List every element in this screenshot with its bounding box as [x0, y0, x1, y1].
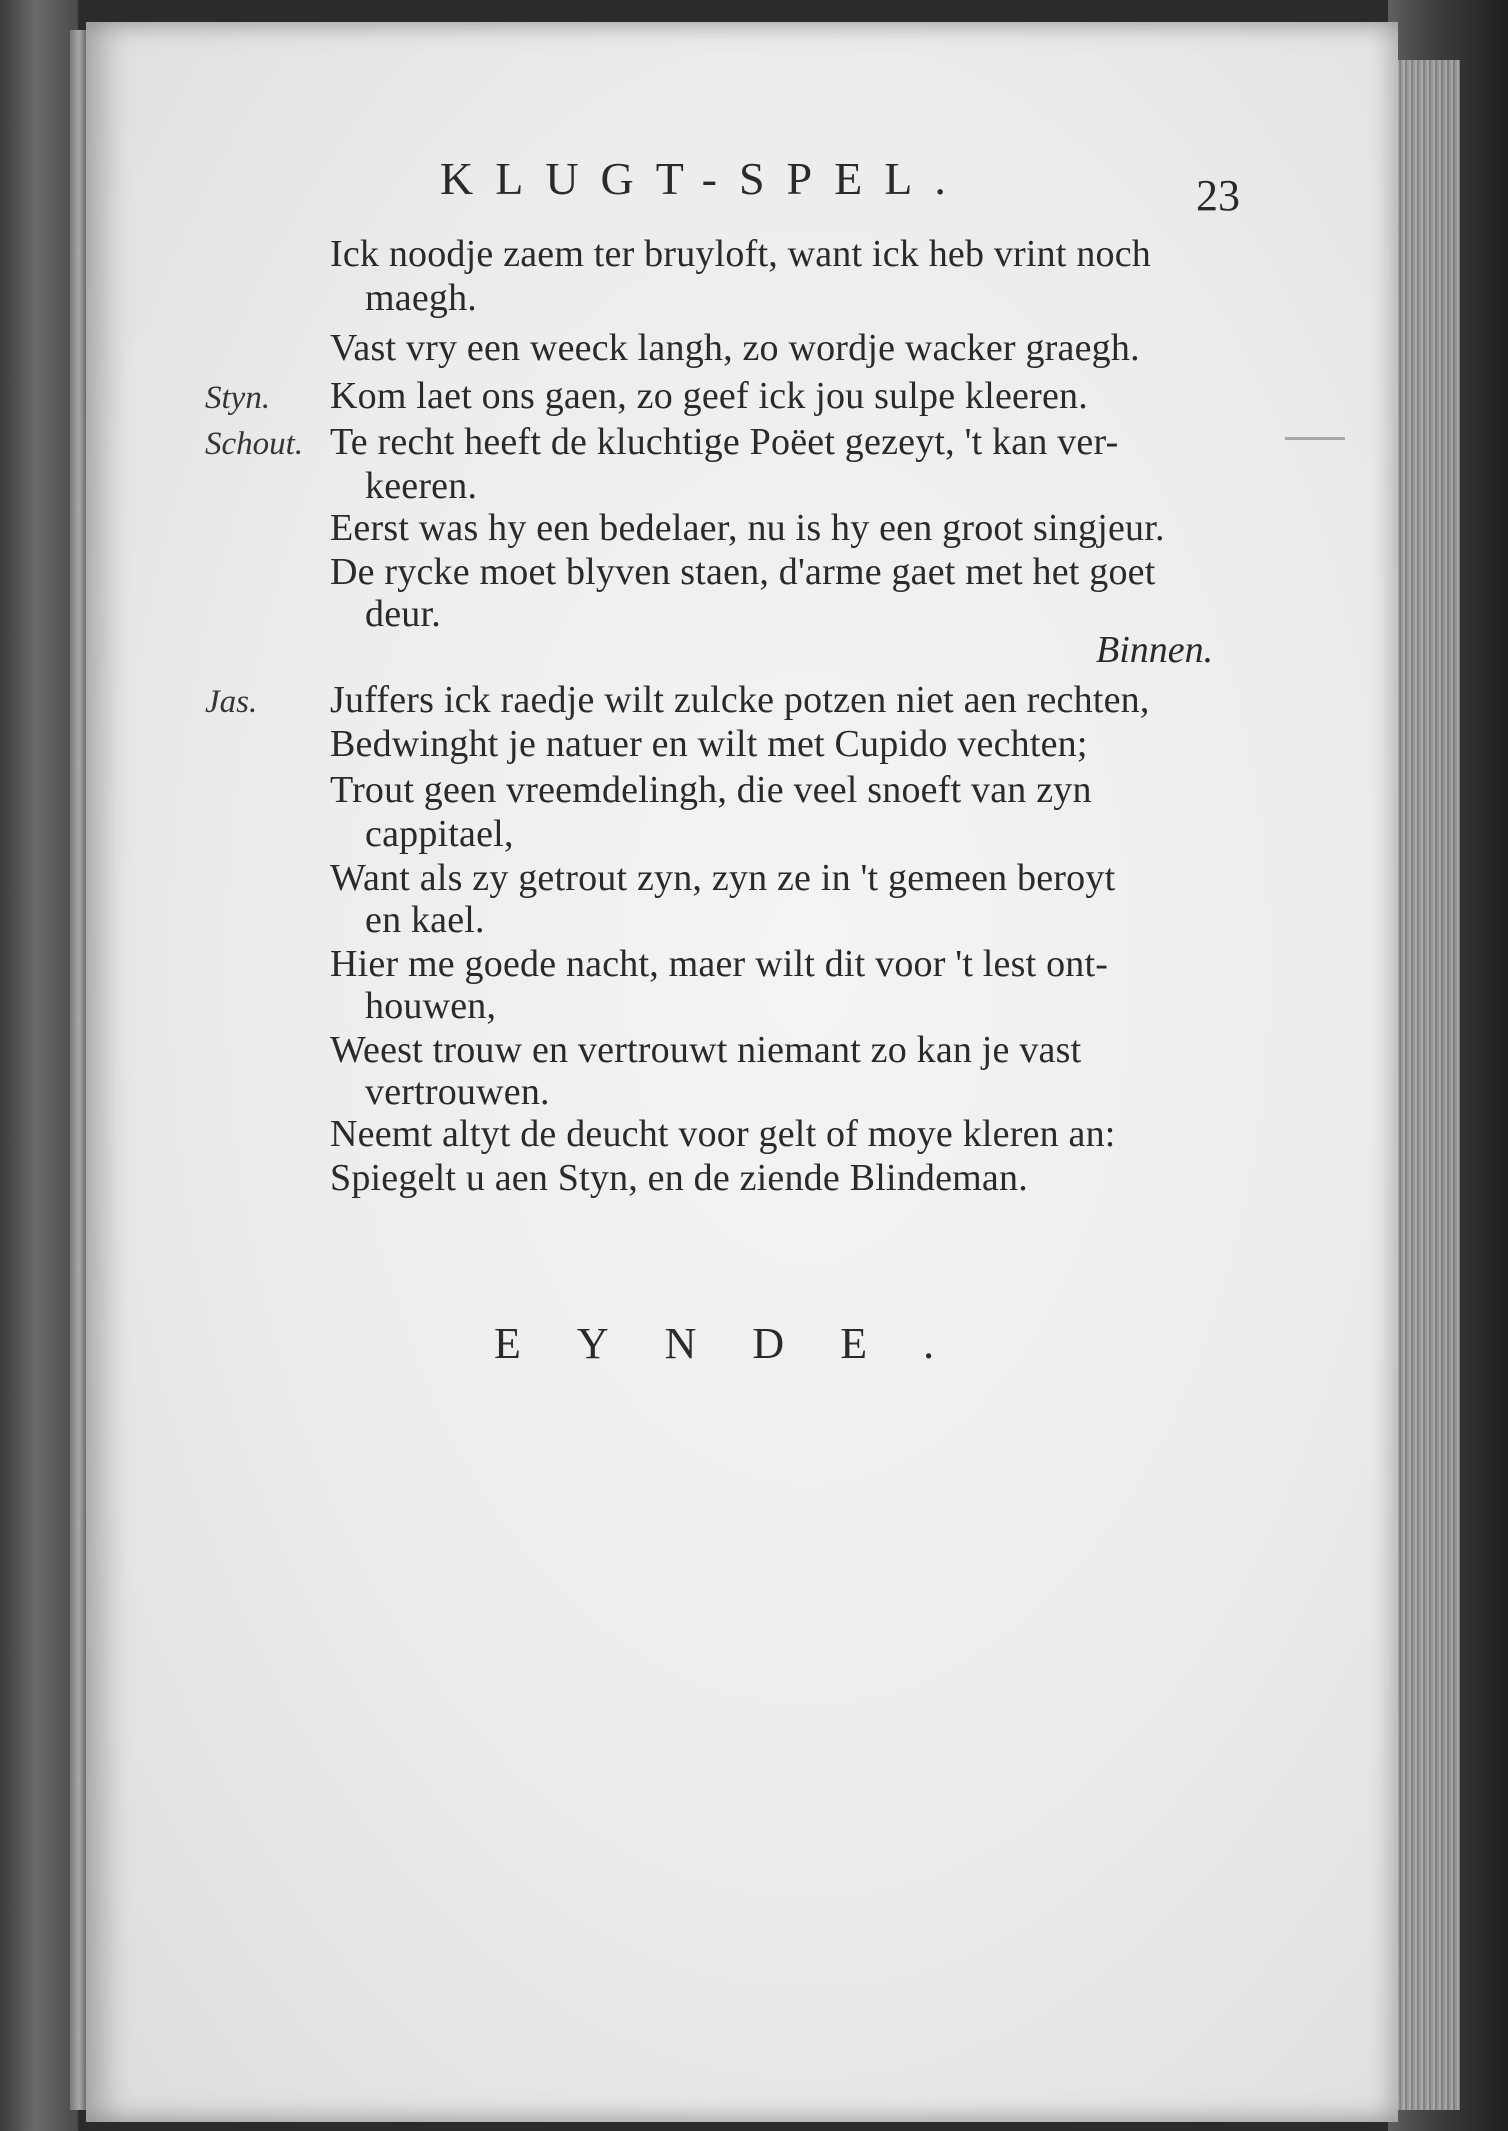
verse-line: vertrouwen.	[365, 1071, 550, 1113]
verse-line: Want als zy getrout zyn, zyn ze in 't gemeen beroyt	[330, 857, 1116, 899]
verse-line: houwen,	[365, 985, 497, 1027]
verse-line: Bedwinght je natuer en wilt met Cupido vechten;	[330, 723, 1088, 765]
page-stack-edge	[1390, 60, 1460, 2110]
speaker-styn: Styn.	[205, 380, 271, 416]
page-number: 23	[1196, 171, 1240, 220]
verse-line: Ick noodje zaem ter bruyloft, want ick heb vrint noch	[330, 233, 1151, 275]
verse-line: Kom laet ons gaen, zo geef ick jou sulpe kleeren.	[330, 375, 1088, 417]
verse-line: keeren.	[365, 465, 478, 507]
verse-line: Juffers ick raedje wilt zulcke potzen niet aen rechten,	[330, 679, 1150, 721]
verse-line: Eerst was hy een bedelaer, nu is hy een groot singjeur.	[330, 507, 1165, 549]
speaker-schout: Schout.	[205, 426, 304, 462]
verse-line: De rycke moet blyven staen, d'arme gaet met het goet	[330, 551, 1156, 593]
verse-line: cappitael,	[365, 813, 514, 855]
verse-line: Weest trouw en vertrouwt niemant zo kan je vast	[330, 1029, 1082, 1071]
stage-direction: Binnen.	[1096, 629, 1214, 671]
running-header: KLUGT-SPEL.	[440, 153, 968, 204]
ending-title: EYNDE.	[494, 1319, 991, 1368]
verse-line: deur.	[365, 593, 441, 635]
pencil-mark	[1285, 437, 1345, 440]
verse-line: Hier me goede nacht, maer wilt dit voor 't lest ont-	[330, 943, 1109, 985]
verse-line: Te recht heeft de kluchtige Poëet gezeyt, 't kan ver-	[330, 421, 1119, 463]
speaker-jas: Jas.	[205, 684, 258, 720]
verse-line: Neemt altyt de deucht voor gelt of moye kleren an:	[330, 1113, 1116, 1155]
facing-page-edge	[0, 0, 78, 2131]
verse-line: en kael.	[365, 899, 485, 941]
verse-line: Spiegelt u aen Styn, en de ziende Blindeman.	[330, 1157, 1028, 1199]
verse-line: Vast vry een weeck langh, zo wordje wacker graegh.	[330, 327, 1140, 369]
verse-line: Trout geen vreemdelingh, die veel snoeft van zyn	[330, 769, 1092, 811]
verse-line: maegh.	[365, 277, 477, 319]
